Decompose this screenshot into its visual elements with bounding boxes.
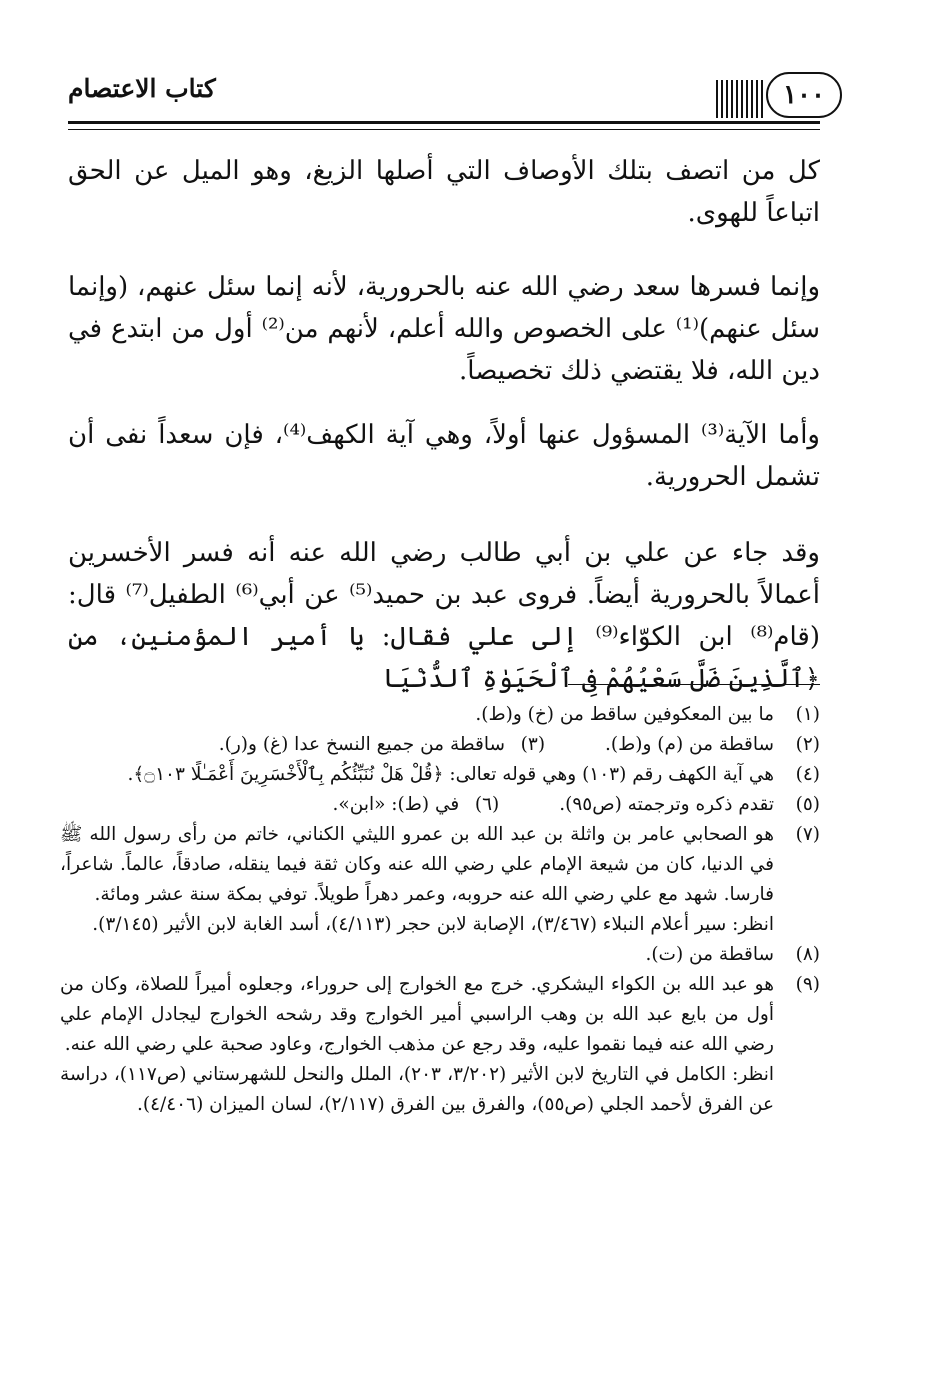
paragraph-3: وأما الآية⁽³⁾ المسؤول عنها أولاً، وهي آية الكهف⁽⁴⁾، فإن سعداً نفى أن تشمل الحرورية. [68,420,820,492]
footnote-reference: انظر: سير أعلام النبلاء (٣/٤٦٧)، الإصابة لابن حجر (٤/١١٣)، أسد الغابة لابن الأثير (٣/١٤٥). [92,914,774,935]
footnote-text: هي آية الكهف رقم (١٠٣) وهي قوله تعالى: ﴿قُلْ هَلْ نُنَبِّئُكُم بِٱلْأَخْسَرِينَ أَعْمَـٰلًا ۝١٠٣﴾. [127,764,774,785]
footnote-4 [60,760,820,790]
footnote-separator [568,684,820,685]
footnote-row-5-6 [60,790,820,820]
footnote-text: ساقطة من جميع النسخ عدا (غ) و(ر). [218,734,506,755]
page-header [68,66,825,124]
footnotes [60,700,820,1120]
footnote-text: تقدم ذكره وترجمته (ص٩٥). [559,794,774,815]
footnote-2 [605,730,820,760]
footnote-9 [60,970,820,1120]
paragraph-2: وإنما فسرها سعد رضي الله عنه بالحرورية، لأنه إنما سئل عنهم، (وإنما سئل عنهم)⁽¹⁾ على الخصوص والله أعلم، لأنهم من⁽²⁾ أول من ابتدع في دين الله، فلا يقتضي ذلك تخصيصاً. [68,272,821,386]
footnote-number: (٩) [795,974,820,995]
footnote-text: هو الصحابي عامر بن واثلة بن عبد الله بن عمرو الليثي الكناني، خاتم من رأى رسول الله ﷺ في الدنيا، كان من شيعة الإمام علي رضي الله عنه وكان ثقة فيما ينقله، صادقاً، عالماً. شاعراً، فارسا. شهد مع علي رضي الله عنه حروبه، وعمر دهراً طويلاً. توفي بمكة سنة عشر ومائة. [60,824,774,905]
paragraph-1: كل من اتصف بتلك الأوصاف التي أصلها الزيغ، وهو الميل عن الحق اتباعاً للهوى. [68,156,820,228]
page-number: ١٠٠ [766,72,842,118]
footnote-row-2-3 [60,730,820,760]
footnote-text: هو عبد الله بن الكواء اليشكري. خرج مع الخوارج إلى حروراء، وجعلوه أميراً للصلاة، وكان من أول من بايع عبد الله بن وهب الراسبي أمير الخوارج وقد رشحه الخوارج ليجادل الإمام علي رضي الله عنه فيما نقموا عليه، وقد رجع عن مذهب الخوارج، وعاود صحبة علي رضي الله عنه. [60,974,774,1055]
footnote-number: (٣) [520,734,546,755]
running-title: كتاب الاعتصام [68,74,216,103]
footnote-5 [559,790,820,820]
footnote-1 [60,700,820,730]
footnote-text: ساقطة من (م) و(ط). [605,734,774,755]
footnote-8 [60,940,820,970]
footnote-number: (٧) [795,824,820,845]
header-rule-thin [68,129,820,130]
footnote-6 [333,790,500,820]
footnote-7 [60,820,820,940]
footnote-number: (٥) [795,794,820,815]
footnote-3 [219,730,545,760]
footnote-reference: انظر: الكامل في التاريخ لابن الأثير (٣/٢٠٢، ٢٠٣)، الملل والنحل للشهرستاني (ص١١٧)، دراسة عن الفرق لأحمد الجلي (ص٥٥)، والفرق بين الفرق (٢/١١٧)، لسان الميزان (٤/٤٠٦). [60,1064,774,1115]
footnote-number: (٦) [474,794,500,815]
footnote-number: (٨) [795,944,820,965]
header-ornament [716,80,766,118]
footnote-number: (٢) [795,734,820,755]
footnote-text: ما بين المعكوفين ساقط من (خ) و(ط). [475,704,774,725]
footnote-number: (١) [795,704,820,725]
footnote-text: في (ط): «ابن». [332,794,460,815]
footnote-number: (٤) [795,764,820,785]
footnote-text: ساقطة من (ت). [645,944,774,965]
header-rule [68,121,820,124]
paragraph-4: وقد جاء عن علي بن أبي طالب رضي الله عنه أنه فسر الأخسرين أعمالاً بالحرورية أيضاً. فروى عبد بن حميد⁽⁵⁾ عن أبي⁽⁶⁾ الطفيل⁽⁷⁾ قال: (قام⁽⁸⁾ ابن الكوّاء⁽⁹⁾ إلى علي فقال: يا أمير المؤمنين، من ﴿ٱلَّذِينَ ضَلَّ سَعْيُهُمْ فِى ٱلْحَيَوٰةِ ٱلدُّنْيَا [68,538,821,694]
